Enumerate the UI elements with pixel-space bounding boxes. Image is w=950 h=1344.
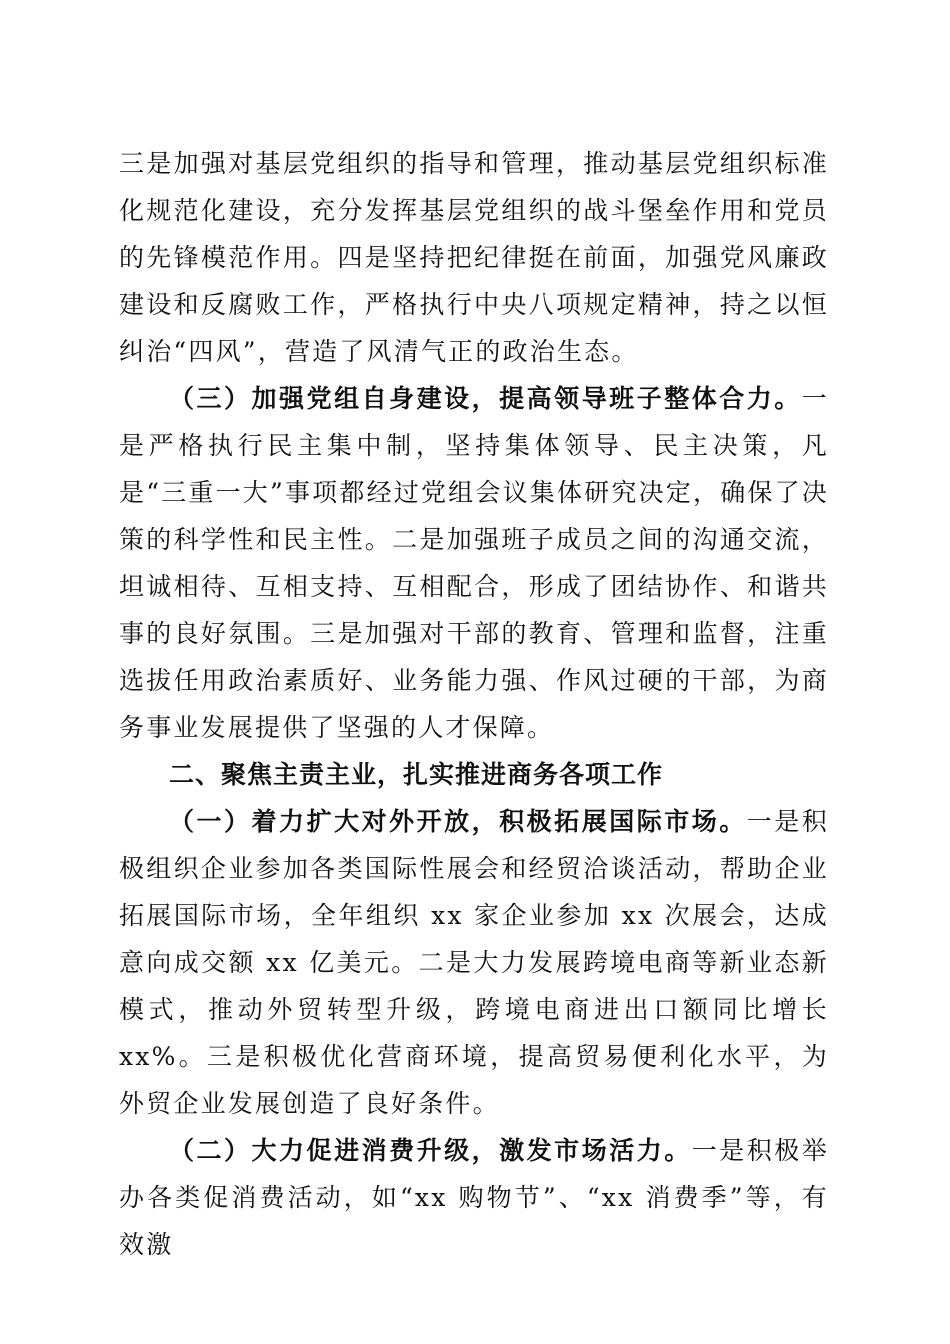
paragraph-party-building-continued: 三是加强对基层党组织的指导和管理，推动基层党组织标准化规范化建设，充分发挥基层党组织的战斗堡垒作用和党员的先锋模范作用。四是坚持把纪律挺在前面，加强党风廉政建设和反腐败工作，严格执行中央八项规定精神，持之以恒纠治“四风”，营造了风清气正的政治生态。 <box>119 149 829 366</box>
paragraph-leadership-team <box>119 375 829 751</box>
paragraph-body: 一是严格执行民主集中制，坚持集体领导、民主决策，凡是“三重一大”事项都经过党组会议集体研究决定，确保了决策的科学性和民主性。二是加强班子成员之间的沟通交流，坦诚相待、互相支持、互相配合，形成了团结协作、和谐共事的良好氛围。三是加强对干部的教育、管理和监督，注重选拔任用政治素质好、业务能力强、作风过硬的干部，为商务事业发展提供了坚强的人才保障。 <box>119 384 829 742</box>
paragraph-opening-up <box>119 798 829 1127</box>
paragraph-lead: （三）加强党组自身建设，提高领导班子整体合力。 <box>169 384 802 413</box>
paragraph-body: 一是积极举办各类促消费活动，如“xx 购物节”、“xx 消费季”等，有效激 <box>119 1136 829 1259</box>
paragraph-lead: （一）着力扩大对外开放，积极拓展国际市场。 <box>169 807 747 836</box>
document-body <box>119 140 829 1268</box>
paragraph-lead: （二）大力促进消费升级，激发市场活力。 <box>169 1136 692 1165</box>
section-heading: 二、聚焦主责主业，扎实推进商务各项工作 <box>169 760 664 789</box>
paragraph-consumption <box>119 1127 829 1268</box>
paragraph-body: 一是积极组织企业参加各类国际性展会和经贸洽谈活动，帮助企业拓展国际市场，全年组织 xx 家企业参加 xx 次展会，达成意向成交额 xx 亿美元。二是大力发展跨境电商等新业态新模式，推动外贸转型升级，跨境电商进出口额同比增长 xx%。三是积极优化营商环境，提高贸易便利化水平，为外贸企业发展创造了良好条件。 <box>119 807 829 1118</box>
